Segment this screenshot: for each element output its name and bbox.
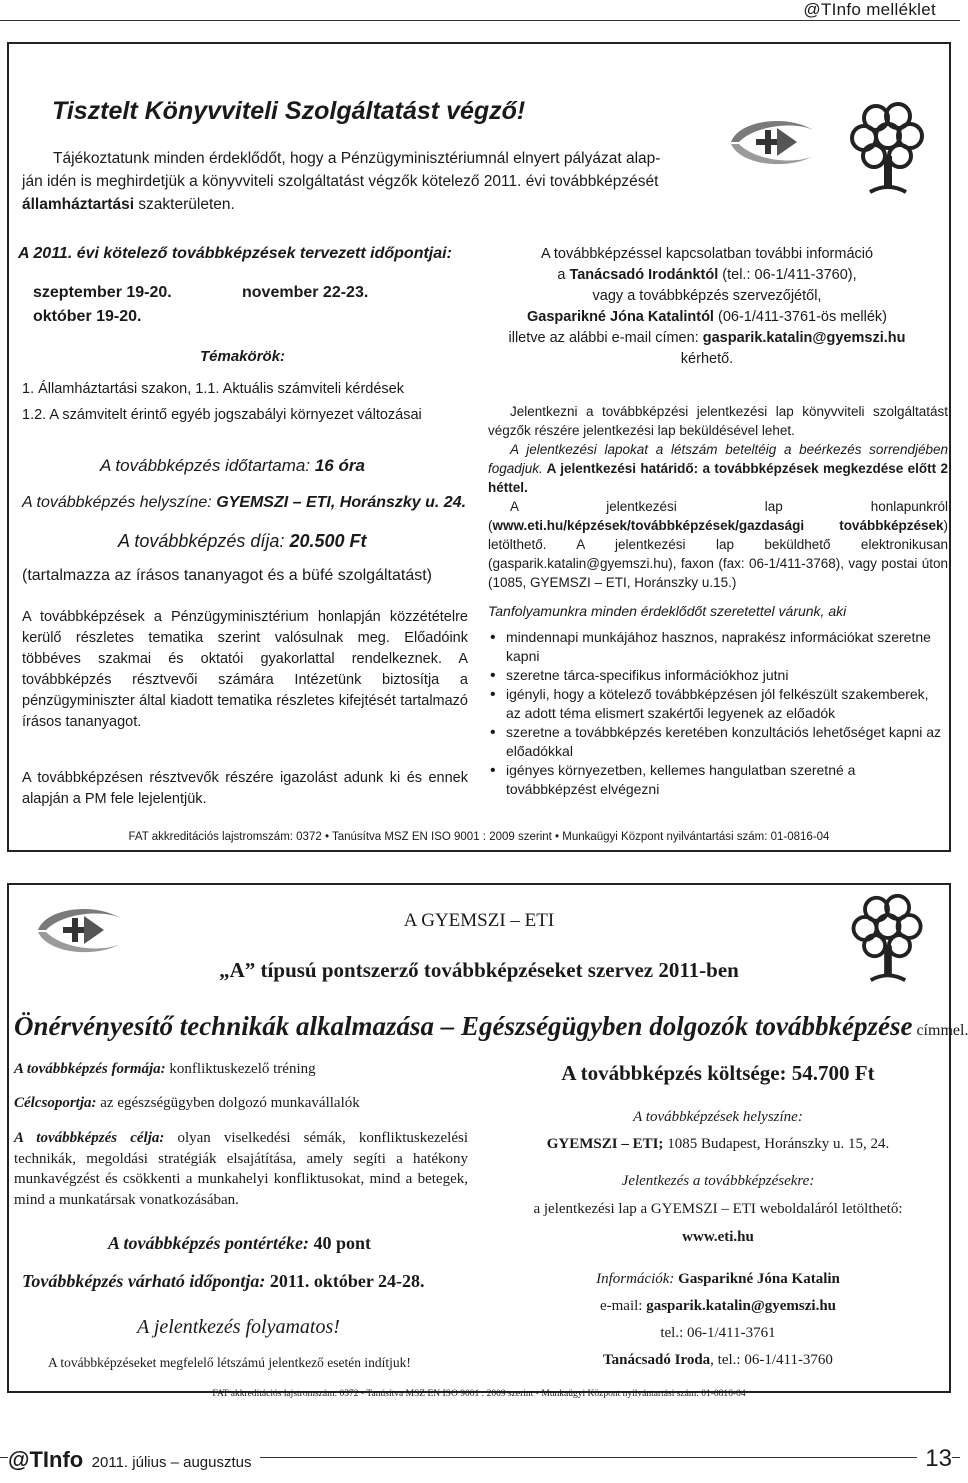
fee-line: A továbbképzés díja: 20.500 Ft (118, 531, 367, 551)
apply-text: a jelentkezési lap a GYEMSZI – ETI weboldaláról letölthető: (533, 1201, 903, 1217)
ongoing-line: A jelentkezés folyamatos! (137, 1316, 340, 1338)
bottom-org: A GYEMSZI – ETI (403, 910, 555, 931)
course-title: Önérvényesítő technikák alkalmazása – Egészségügyben dolgozók továbbképzése címmel. (14, 1011, 968, 1041)
topics-heading: Témakörök: (200, 348, 286, 365)
venue-label: A továbbképzések helyszíne: (633, 1109, 803, 1125)
page-footer (0, 1440, 960, 1483)
top-title: Tisztelt Könyvviteli Szolgáltatást végző! (52, 97, 526, 125)
date-line: Továbbképzés várható időpontja: 2011. október 24-28. (22, 1271, 425, 1291)
header-brand: @TInfo melléklet (797, 0, 942, 20)
apply-block: Jelentkezni a továbbképzési jelentkezési lap könyvviteli szolgáltatást végzők részére jelentkezési lap beküldésével lehet. A jelentkezési lapokat a létszám beteltéig a beérkezés sorrendjében fogadjuk. A jelentkezési határidő: a továbbképzések megkezdése előtt 2 héttel. A jelentkezési lap honlapunkról (www.eti.hu/képzések/továbbképzések/gazdasági továbbképzések) letölthető. A jelentkezési lap beküldhető elektronikusan (gasparik.katalin@gyemszi.hu), faxon (fax: 06-1/411-3768), vagy postai úton (1085, GYEMSZI – ETI, Horánszky u.15.) (488, 404, 948, 590)
list-item: • mindennapi munkájához hasznos, naprakész információkat szeretne kapni (488, 628, 946, 666)
arrow-plus-logo-icon (727, 112, 819, 172)
bottom-accreditation: FAT akkreditációs lajstromszám: 0372 • Tanúsítva MSZ EN ISO 9001 : 2009 szerint • Munkaügyi Központ nyilvántartási szám: 01-0816-04 (212, 1389, 746, 1399)
date-oct: október 19-20. (33, 308, 142, 325)
venue-line: GYEMSZI – ETI; 1085 Budapest, Horánszky u. 15, 24. (546, 1136, 890, 1152)
footer-date: 2011. július – augusztus (91, 1454, 252, 1471)
footer-left (8, 1447, 260, 1473)
top-accreditation: FAT akkreditációs lajstromszám: 0372 • Tanúsítva MSZ EN ISO 9001 : 2009 szerint • Munkaügyi Központ nyilvántartási szám: 01-0816-04 (128, 831, 830, 843)
dates-heading: A 2011. évi kötelező továbbképzések tervezett időpontjai: (18, 245, 452, 262)
info-line: Információk: Gasparikné Jóna Katalin (596, 1271, 840, 1287)
list-item: • szeretne a továbbképzés keretében konzultációs lehetőséget kapni az előadókkal (488, 723, 946, 761)
target-line: Célcsoportja: az egészségügyben dolgozó munkavállalók (14, 1095, 360, 1111)
page-header (0, 0, 960, 30)
topic-2: 1.2. A számvitelt érintő egyéb jogszabályi környezet változásai (22, 407, 422, 423)
contact-block: A továbbképzéssel kapcsolatban további információ a Tanácsadó Irodánktól (tel.: 06-1/411-3760), vagy a továbbképzés szervezőjétől, Gasparikné Jóna Katalintól (06-1/411-3761-ös mellék) illetve az alábbi e-mail címen: gasparik.katalin@gyemszi.hu kérhető. (508, 246, 906, 367)
tree-logo-icon (840, 96, 936, 200)
welcome-line: Tanfolyamunkra minden érdeklődőt szeretettel várunk, aki (488, 603, 847, 619)
certificate-paragraph: A továbbképzésen résztvevők részére igazolást adunk ki és ennek alapján a PM fele lejelentjük. (22, 770, 468, 807)
date-sept: szeptember 19-20. (33, 284, 172, 301)
page-number: 13 (917, 1445, 952, 1473)
fee-note: (tartalmazza az írásos tananyagot és a büfé szolgáltatást) (22, 567, 432, 584)
venue-line: A továbbképzés helyszíne: GYEMSZI – ETI, Horánszky u. 24. (22, 494, 467, 511)
date-nov: november 22-23. (242, 284, 369, 301)
description-paragraph: A továbbképzések a Pénzügyminisztérium honlapján közzétételre kerülő részletes tematika szerint valósulnak meg. Előadóink többéves szakmai és oktatói gyakorlattal rendelkeznek. A továbbképzés résztvevői számára Intézetünk biztosítja a pénzügyminiszter által kiadott tematika részletes kifejtését tartalmazó írásos tananyagot. (22, 609, 468, 730)
list-item: • szeretne tárca-specifikus információkhoz jutni (488, 666, 946, 685)
footer-brand: @TInfo (8, 1447, 84, 1472)
duration-line: A továbbképzés időtartama: 16 óra (100, 456, 365, 475)
cost-line: A továbbképzés költsége: 54.700 Ft (561, 1061, 875, 1085)
list-item: • igényli, hogy a kötelező továbbképzésen jól felkészült szakemberek, az adott téma elismert szakértői legyenek az előadók (488, 685, 946, 723)
benefit-list (488, 628, 946, 799)
header-rule (0, 20, 960, 21)
launch-note: A továbbképzéseket megfelelő létszámú jelentkező esetén indítjuk! (48, 1355, 411, 1370)
intro-line-3: államháztartási szakterületen. (22, 196, 235, 213)
apply-url-link[interactable]: www.eti.hu (682, 1229, 754, 1245)
apply-label: Jelentkezés a továbbképzésekre: (621, 1173, 815, 1189)
intro-line-1: Tájékoztatunk minden érdeklődőt, hogy a Pénzügyminisztériumnál elnyert pályázat alap- (53, 150, 661, 167)
form-line: A továbbképzés formája: konfliktuskezelő tréning (14, 1061, 316, 1077)
list-item: • igényes környezetben, kellemes hangulatban szeretné a továbbképzést elvégezni (488, 761, 946, 799)
tel-line: tel.: 06-1/411-3761 (660, 1325, 776, 1341)
email-line: e-mail: gasparik.katalin@gyemszi.hu (599, 1298, 837, 1314)
goal-paragraph: A továbbképzés célja: olyan viselkedési sémák, konfliktuskezelési technikák, megoldási stratégiák elsajátítása, amely segíti a hatékony munkavégzést és csökkenti a munkahelyi konfliktusokat, mind a betegek, mind a munkatársak vonatkozásában. (14, 1130, 469, 1208)
topic-1: 1. Államháztartási szakon, 1.1. Aktuális számviteli kérdések (22, 381, 404, 397)
intro-line-2: ján idén is meghirdetjük a könyvviteli szolgáltatást végzők kötelező 2011. évi továbbképzését (22, 173, 659, 190)
bottom-headline: „A” típusú pontszerző továbbképzéseket szervez 2011-ben (219, 958, 739, 982)
points-line: A továbbképzés pontértéke: 40 pont (108, 1233, 371, 1253)
office-line: Tanácsadó Iroda, tel.: 06-1/411-3760 (603, 1352, 833, 1368)
